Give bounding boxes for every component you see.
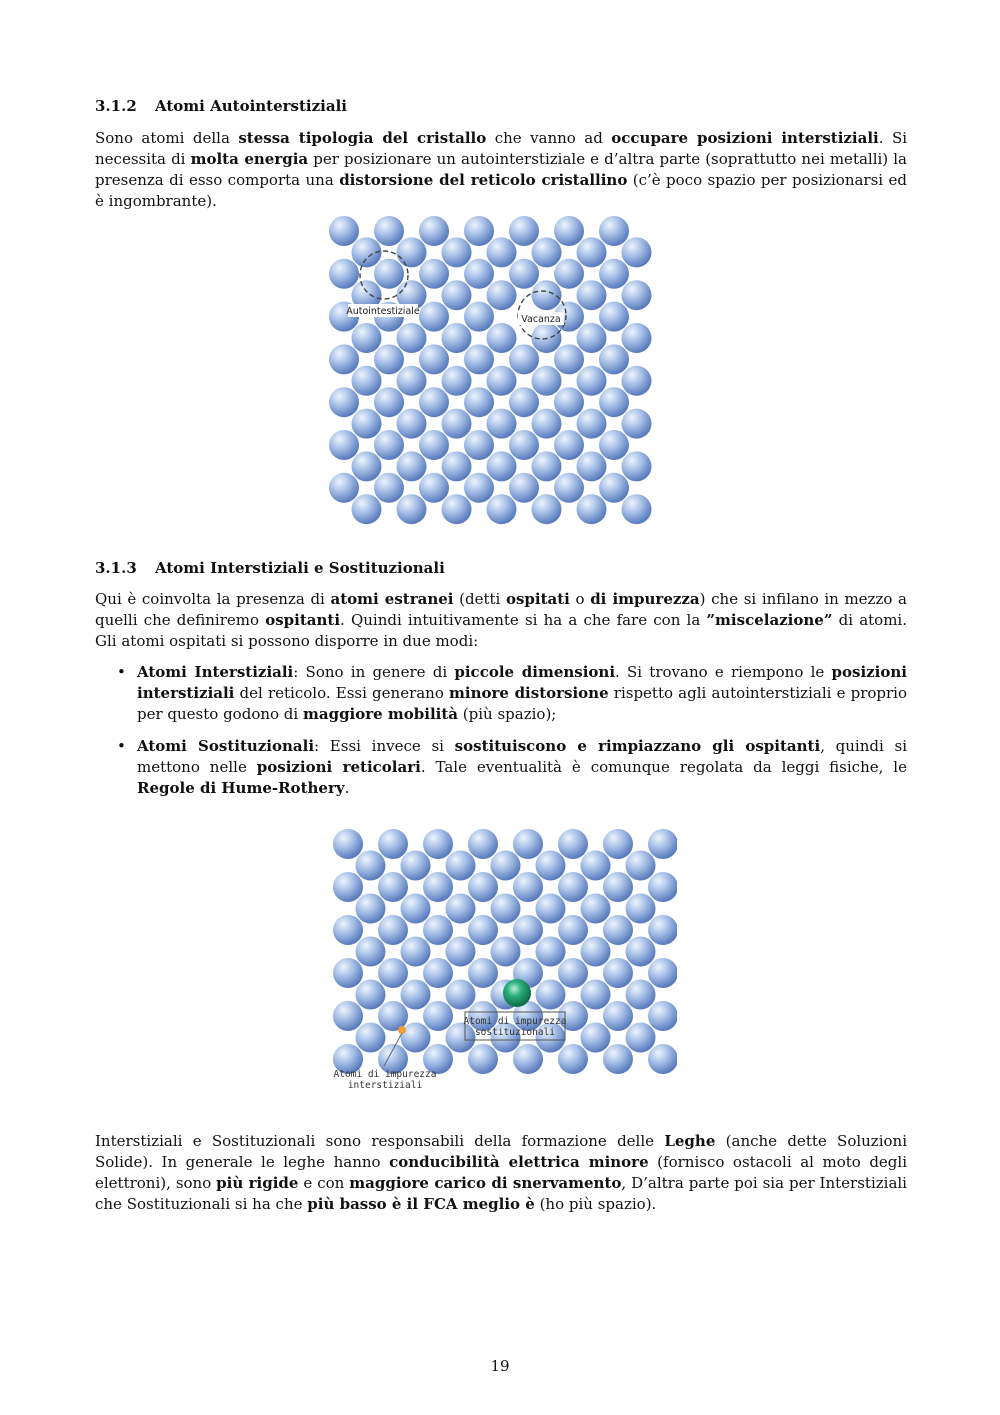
bold-text: piccole dimensioni (454, 663, 616, 681)
lattice-atom (599, 216, 629, 246)
lattice-atom (419, 344, 449, 374)
lattice-atom (513, 915, 543, 945)
lattice-atom (532, 409, 562, 439)
lattice-atom (509, 430, 539, 460)
lattice-atom (352, 409, 382, 439)
lattice-atom (397, 237, 427, 267)
lattice-atom (648, 958, 677, 988)
text-run: . Tale eventualità è comunque regolata da leggi fisiche, le (420, 758, 907, 776)
lattice-atom (626, 937, 656, 967)
lattice-atom (468, 1044, 498, 1074)
lattice-atom (464, 344, 494, 374)
lattice-atom (419, 473, 449, 503)
lattice-atom (378, 829, 408, 859)
lattice-atom (513, 872, 543, 902)
lattice-atom (599, 430, 629, 460)
lattice-atom (374, 216, 404, 246)
lattice-atom (509, 216, 539, 246)
lattice-atom (603, 829, 633, 859)
lattice-atom (532, 280, 562, 310)
text-run: e con (298, 1174, 350, 1192)
lattice-atom (464, 302, 494, 332)
lattice-atom (648, 1001, 677, 1031)
lattice-atom (626, 980, 656, 1010)
lattice-atom (446, 980, 476, 1010)
lattice-atom (513, 829, 543, 859)
lattice-atom (464, 387, 494, 417)
lattice-atom (509, 473, 539, 503)
lattice-atom (599, 302, 629, 332)
lattice-atom (442, 323, 472, 353)
lattice-atom (419, 216, 449, 246)
lattice-atom (329, 216, 359, 246)
lattice-atom (648, 872, 677, 902)
lattice-atom (491, 894, 521, 924)
lattice-atom (401, 894, 431, 924)
text-run: o (569, 590, 591, 608)
text-run: : Sono in genere di (293, 663, 455, 681)
lattice-atom (509, 344, 539, 374)
bold-text: più basso è il FCA meglio è (307, 1195, 535, 1213)
lattice-atom (577, 451, 607, 481)
autointerstitial-label: Autointestiziale (346, 306, 420, 317)
lattice-atom (442, 409, 472, 439)
lattice-atom (554, 387, 584, 417)
lattice-atom (554, 430, 584, 460)
bold-text: Regole di Hume-Rothery (137, 779, 345, 797)
lattice-atom (599, 473, 629, 503)
bold-text: Atomi Sostituzionali (137, 737, 315, 755)
text-run: . (344, 779, 350, 797)
lattice-atom (442, 494, 472, 524)
lattice-atom (378, 915, 408, 945)
bold-text: minore distorsione (449, 684, 609, 702)
lattice-atom (581, 894, 611, 924)
lattice-atom (487, 366, 517, 396)
lattice-atom (329, 344, 359, 374)
lattice-atom (532, 366, 562, 396)
lattice-atom (352, 451, 382, 481)
bullet-text-substitutional (137, 737, 907, 797)
bold-text: sostituiscono e rimpiazzano gli ospitanti (454, 737, 821, 755)
lattice-atom (536, 851, 566, 881)
lattice-atom (397, 451, 427, 481)
lattice-atom (626, 894, 656, 924)
bold-text: più rigide (216, 1174, 299, 1192)
lattice-atom (356, 980, 386, 1010)
text-run: (più spazio); (458, 705, 557, 723)
bullet-list (95, 662, 907, 799)
lattice-atom (374, 430, 404, 460)
section-title: Atomi Interstiziali e Sostituzionali (155, 559, 445, 577)
lattice-atom (581, 937, 611, 967)
substitutional-impurity-atom (503, 979, 531, 1007)
lattice-atom (446, 937, 476, 967)
lattice-atom (603, 958, 633, 988)
figure-autointerstitial-lattice (328, 215, 653, 527)
bold-text: distorsione del reticolo cristallino (339, 171, 628, 189)
bold-text: occupare posizioni interstiziali (611, 129, 879, 147)
vacancy-label: Vacanza (521, 314, 561, 325)
section-title: Atomi Autointerstiziali (155, 97, 347, 115)
text-run: Qui è coinvolta la presenza di (95, 590, 331, 608)
lattice-atom (419, 430, 449, 460)
lattice-atom (558, 1044, 588, 1074)
lattice-atom (603, 1044, 633, 1074)
lattice-atom (626, 1023, 656, 1053)
interstitial-impurity-atom (398, 1026, 406, 1034)
lattice-atom (333, 958, 363, 988)
page-number: 19 (490, 1357, 510, 1375)
lattice-atom (532, 237, 562, 267)
lattice-atom (419, 387, 449, 417)
lattice-atom (648, 1044, 677, 1074)
lattice-atom (397, 323, 427, 353)
bullet-icon: • (117, 737, 126, 755)
lattice-atom (558, 915, 588, 945)
lattice-atom (622, 409, 652, 439)
bold-text: maggiore mobilità (302, 705, 459, 723)
lattice-atom (333, 872, 363, 902)
bold-text: conducibilità elettrica minore (389, 1153, 649, 1171)
lattice-atom (329, 259, 359, 289)
lattice-atom (536, 980, 566, 1010)
lattice-atom (446, 851, 476, 881)
lattice-atom (554, 216, 584, 246)
bold-text: posizioni reticolari (256, 758, 421, 776)
text-run: di atomi. Gli atomi ospitati si possono disporre in due modi: (95, 611, 907, 650)
lattice-atom (419, 259, 449, 289)
lattice-atom (603, 915, 633, 945)
lattice-atom (487, 451, 517, 481)
figure-impurity-lattice (332, 828, 677, 1093)
text-run: , D’altra parte poi sia per Interstiziali che Sostituzionali si ha che (95, 1174, 907, 1213)
lattice-atom (423, 915, 453, 945)
lattice-atom (581, 851, 611, 881)
lattice-atom (468, 915, 498, 945)
section-heading-3-1-3 (95, 559, 445, 577)
lattice-atom (464, 216, 494, 246)
lattice-atom (513, 1044, 543, 1074)
lattice-atom (491, 851, 521, 881)
lattice-atom (577, 494, 607, 524)
lattice-atom (356, 937, 386, 967)
bold-text: maggiore carico di snervamento (349, 1174, 622, 1192)
bold-text: molta energia (190, 150, 309, 168)
lattice-atom (464, 259, 494, 289)
lattice-atom (446, 894, 476, 924)
lattice-atom (536, 937, 566, 967)
lattice-atom (446, 1023, 476, 1053)
lattice-atom (558, 958, 588, 988)
section-heading-3-1-2 (95, 97, 347, 115)
substitutional-label-line2: sostituzionali (474, 1027, 556, 1038)
lattice-atom (536, 894, 566, 924)
lattice-atom (509, 387, 539, 417)
lattice-atom (648, 915, 677, 945)
lattice-atom (356, 851, 386, 881)
lattice-atoms (329, 216, 652, 524)
lattice-atom (577, 280, 607, 310)
text-run: , quindi si mettono nelle (137, 737, 907, 776)
lattice-atom (442, 366, 472, 396)
text-run: del reticolo. Essi generano (234, 684, 450, 702)
bold-text: ospitati (505, 590, 570, 608)
lattice-atom (401, 980, 431, 1010)
lattice-atom (329, 430, 359, 460)
lattice-atom (356, 894, 386, 924)
lattice-atom (329, 473, 359, 503)
lattice-atom (352, 494, 382, 524)
text-run: . Quindi intuitivamente si ha a che fare con la (340, 611, 707, 629)
lattice-atom (423, 1001, 453, 1031)
section-number: 3.1.3 (95, 559, 137, 577)
lattice-atom (622, 366, 652, 396)
lattice-atom (374, 473, 404, 503)
lattice-atom (577, 323, 607, 353)
lattice-atom (599, 344, 629, 374)
lattice-atom (487, 494, 517, 524)
list-item (95, 736, 907, 799)
lattice-atom (468, 829, 498, 859)
lattice-atom (333, 829, 363, 859)
lattice-atom (558, 829, 588, 859)
lattice-atom (622, 237, 652, 267)
lattice-atom (554, 259, 584, 289)
lattice-atom (464, 473, 494, 503)
lattice-atom (442, 451, 472, 481)
text-run: ) che si infilano in mezzo a quelli che definiremo (95, 590, 907, 629)
lattice-atom (397, 366, 427, 396)
bold-text: Atomi Interstiziali (137, 663, 294, 681)
lattice-atom (599, 259, 629, 289)
lattice-atom (397, 409, 427, 439)
lattice-atom (554, 344, 584, 374)
interstitial-label-line2: interstiziali (347, 1080, 423, 1091)
lattice-atom (423, 958, 453, 988)
paragraph-interstitial-substitutional (95, 589, 907, 652)
lattice-atom (581, 980, 611, 1010)
bold-text: Leghe (664, 1132, 716, 1150)
lattice-atom (491, 937, 521, 967)
lattice-atom (401, 937, 431, 967)
lattice-atom (487, 409, 517, 439)
lattice-atom (509, 259, 539, 289)
lattice-atom (423, 872, 453, 902)
lattice-atom (626, 851, 656, 881)
lattice-atom (442, 280, 472, 310)
text-run: che vanno ad (486, 129, 612, 147)
lattice-atom (468, 872, 498, 902)
lattice-atom (329, 387, 359, 417)
lattice-atom (622, 280, 652, 310)
lattice-atom (333, 1001, 363, 1031)
paragraph-alloys (95, 1131, 907, 1215)
lattice-atom (352, 323, 382, 353)
bullet-icon: • (117, 663, 126, 681)
text-run: Interstiziali e Sostituzionali sono responsabili della formazione delle (95, 1132, 665, 1150)
text-run: (detti (453, 590, 506, 608)
lattice-atom (378, 872, 408, 902)
lattice-atom (622, 494, 652, 524)
lattice-atom (554, 473, 584, 503)
lattice-atom (487, 323, 517, 353)
lattice-atom (558, 872, 588, 902)
lattice-atom (603, 872, 633, 902)
bold-text: stessa tipologia del cristallo (238, 129, 487, 147)
text-run: per posizionare un autointerstiziale e d’altra parte (soprattutto nei metalli) la presenza di esso comporta una (95, 150, 907, 189)
lattice-atom (532, 451, 562, 481)
text-run: : Essi invece si (314, 737, 455, 755)
lattice-atom (581, 1023, 611, 1053)
lattice-atom (532, 494, 562, 524)
lattice-atom (352, 366, 382, 396)
lattice-atom (442, 237, 472, 267)
lattice-atom (622, 451, 652, 481)
lattice-atom (648, 829, 677, 859)
lattice-atom (397, 494, 427, 524)
text-run: (c’è poco spazio per posizionarsi ed è ingombrante). (95, 171, 907, 210)
lattice-atom (378, 958, 408, 988)
lattice-atom (603, 1001, 633, 1031)
lattice-atom (374, 259, 404, 289)
bold-text: atomi estranei (330, 590, 454, 608)
lattice-atom (577, 237, 607, 267)
paragraph-autointerstitial (95, 128, 907, 212)
bold-text: di impurezza (590, 590, 700, 608)
lattice-atom (487, 237, 517, 267)
text-run: . Si trovano e riempono le (615, 663, 832, 681)
substitutional-label-line1: Atomi di impurezza (463, 1016, 567, 1027)
lattice-atom (419, 302, 449, 332)
list-item (95, 662, 907, 725)
text-run: (fornisco ostacoli al moto degli elettroni), sono (95, 1153, 908, 1192)
text-run: . Si necessita di (95, 129, 908, 168)
lattice-atom (374, 387, 404, 417)
lattice-atom (374, 344, 404, 374)
lattice-atom (333, 915, 363, 945)
interstitial-label-line1: Atomi di impurezza (333, 1069, 437, 1080)
bold-text: ospitanti (265, 611, 341, 629)
lattice-atom (423, 829, 453, 859)
lattice-atom (599, 387, 629, 417)
text-run: (ho più spazio). (534, 1195, 657, 1213)
lattice-atom (577, 366, 607, 396)
text-run: Sono atomi della (95, 129, 239, 147)
lattice-atom (577, 409, 607, 439)
lattice-atom (622, 323, 652, 353)
lattice-atom (356, 1023, 386, 1053)
lattice-atom (401, 1023, 431, 1053)
lattice-atom (401, 851, 431, 881)
section-number: 3.1.2 (95, 97, 137, 115)
text-run: (anche dette Soluzioni Solide). In generale le leghe hanno (95, 1132, 907, 1171)
text-run: rispetto agli autointerstiziali e proprio per questo godono di (137, 684, 908, 723)
bold-text: posizioni interstiziali (137, 663, 907, 702)
bold-text: ”miscelazione” (706, 611, 833, 629)
lattice-atom (487, 280, 517, 310)
bullet-text-interstitial (137, 663, 907, 723)
lattice-atom (468, 958, 498, 988)
lattice-atom (464, 430, 494, 460)
